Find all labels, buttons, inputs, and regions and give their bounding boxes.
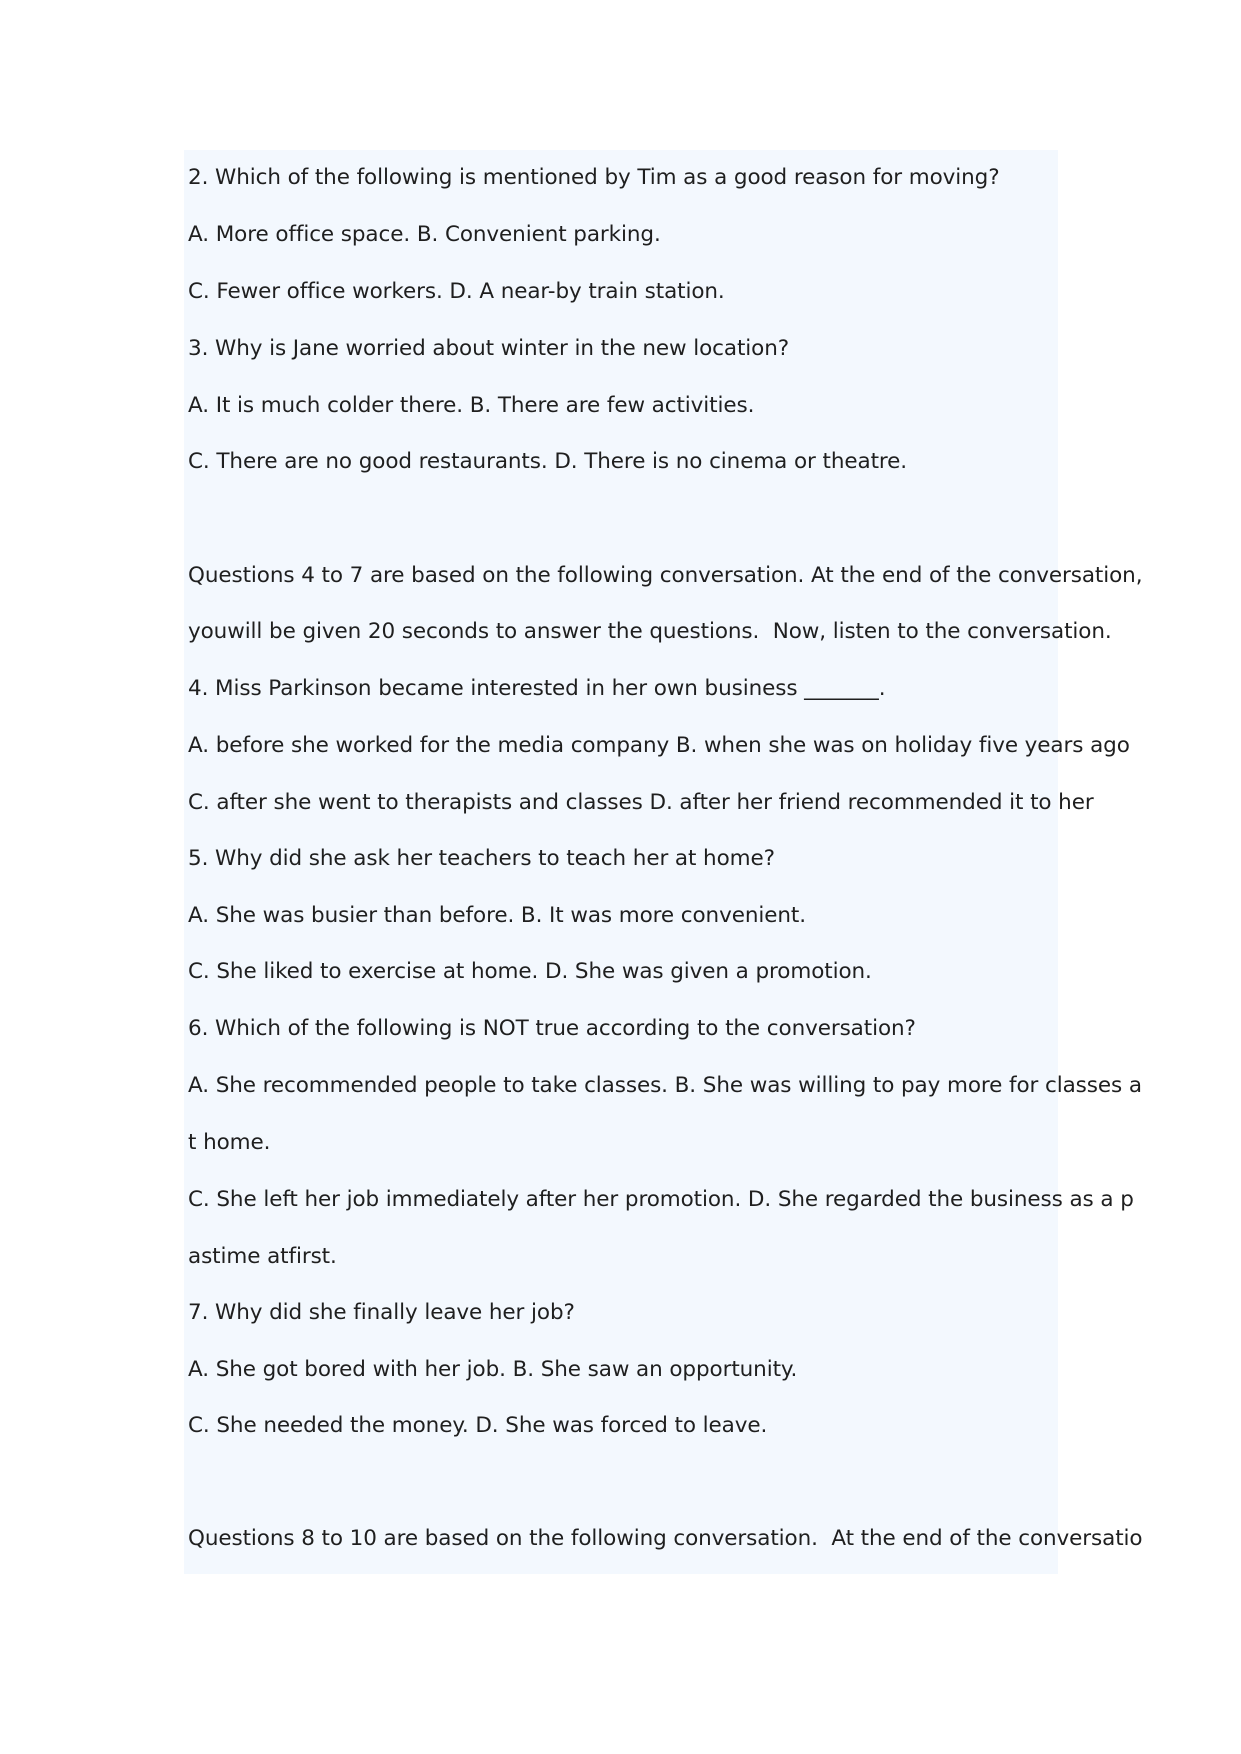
question-7: 7. Why did she finally leave her job? bbox=[188, 1300, 575, 1325]
question-3: 3. Why is Jane worried about winter in the new location? bbox=[188, 336, 790, 361]
question-7-options-cd: C. She needed the money. D. She was forced to leave. bbox=[188, 1413, 768, 1438]
section-instructions-4-7: Questions 4 to 7 are based on the following conversation. At the end of the conversation, bbox=[188, 563, 1143, 588]
question-2-options-cd: C. Fewer office workers. D. A near-by train station. bbox=[188, 279, 725, 304]
question-6: 6. Which of the following is NOT true according to the conversation? bbox=[188, 1016, 916, 1041]
question-6-options-cd: C. She left her job immediately after her promotion. D. She regarded the business as a p bbox=[188, 1187, 1134, 1212]
question-3-options-cd: C. There are no good restaurants. D. There is no cinema or theatre. bbox=[188, 449, 908, 474]
question-4-options-ab: A. before she worked for the media company B. when she was on holiday five years ago bbox=[188, 733, 1130, 758]
question-2-options-ab: A. More office space. B. Convenient parking. bbox=[188, 222, 661, 247]
question-6-options-ab-cont: t home. bbox=[188, 1130, 271, 1155]
question-6-options-cd-cont: astime atfirst. bbox=[188, 1244, 337, 1269]
section-instructions-4-7-cont: youwill be given 20 seconds to answer the questions. Now, listen to the conversation. bbox=[188, 619, 1112, 644]
question-6-options-ab: A. She recommended people to take classes. B. She was willing to pay more for classes a bbox=[188, 1073, 1142, 1098]
question-5-options-ab: A. She was busier than before. B. It was more convenient. bbox=[188, 903, 806, 928]
question-5: 5. Why did she ask her teachers to teach her at home? bbox=[188, 846, 775, 871]
question-4-options-cd: C. after she went to therapists and classes D. after her friend recommended it to her bbox=[188, 790, 1094, 815]
question-4: 4. Miss Parkinson became interested in her own business _______. bbox=[188, 676, 886, 701]
question-5-options-cd: C. She liked to exercise at home. D. She was given a promotion. bbox=[188, 959, 872, 984]
question-3-options-ab: A. It is much colder there. B. There are few activities. bbox=[188, 393, 755, 418]
section-instructions-8-10: Questions 8 to 10 are based on the following conversation. At the end of the conversatio bbox=[188, 1526, 1143, 1551]
question-2: 2. Which of the following is mentioned by Tim as a good reason for moving? bbox=[188, 165, 1000, 190]
question-7-options-ab: A. She got bored with her job. B. She saw an opportunity. bbox=[188, 1357, 798, 1382]
